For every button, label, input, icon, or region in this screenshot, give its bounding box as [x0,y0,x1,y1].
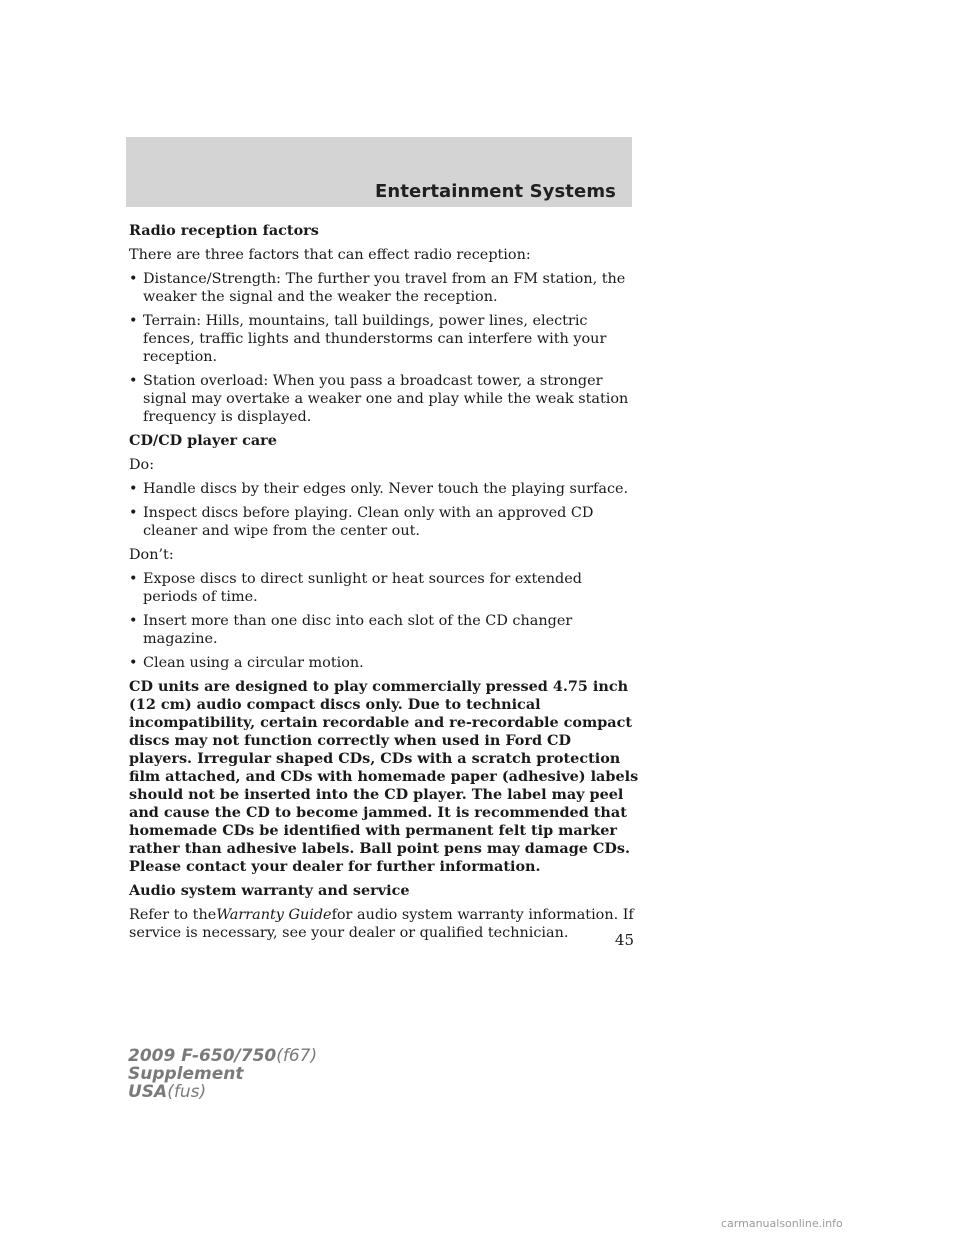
bullet-icon: • [129,571,138,587]
cd-compatibility-notice: CD units are designed to play commercially pressed 4.75 inch (12 cm) audio compact discs only. Due to technical incompatibility, certain recordable and re-recordable compact discs may not function correctly when used in Ford CD players. Irregular shaped CDs, CDs with a scratch protection film attached, and CDs with homemade paper (adhesive) labels should not be inserted into the CD player. The label may peel and cause the CD to become jammed. It is recommended that homemade CDs be identified with permanent felt tip marker rather than adhesive labels. Ball point pens may damage CDs. Please contact your dealer for further information. [129,678,639,875]
heading-cd-care: CD/CD player care [129,432,277,449]
section-header-band [126,137,632,207]
page-number: 45 [614,931,634,949]
document-footer [128,1047,317,1101]
bullet-icon: • [129,481,138,497]
reception-intro: There are three factors that can effect radio reception: [129,247,531,263]
list-item: • Inspect discs before playing. Clean only with an approved CD cleaner and wipe from the center out. [129,505,594,539]
bullet-icon: • [129,313,138,329]
bullet-icon: • [129,373,138,389]
list-item: • Handle discs by their edges only. Never touch the playing surface. [129,481,629,497]
footer-model-line: 2009 F-650/750(f67) [128,1046,318,1066]
bullet-icon: • [129,613,138,629]
dont-label: Don’t: [129,547,174,563]
list-item: • Expose discs to direct sunlight or heat sources for extended periods of time. [129,571,582,605]
footer-doc-type: Supplement [128,1064,244,1084]
list-item: • Clean using a circular motion. [129,655,364,671]
footer-market-line: USA(fus) [128,1082,207,1102]
list-item: • Terrain: Hills, mountains, tall buildings, power lines, electric fences, traffic lights and thunderstorms can interfere with your reception. [129,313,607,365]
heading-warranty: Audio system warranty and service [129,882,410,899]
watermark: carmanualsonline.info [721,1217,843,1230]
list-item: • Insert more than one disc into each slot of the CD changer magazine. [129,613,573,647]
do-label: Do: [129,457,155,473]
bullet-icon: • [129,505,138,521]
page-content [129,222,639,948]
list-item: • Distance/Strength: The further you travel from an FM station, the weaker the signal and the weaker the reception. [129,271,626,305]
bullet-icon: • [129,655,138,671]
list-item: • Station overload: When you pass a broadcast tower, a stronger signal may overtake a weaker one and play while the weak station frequency is displayed. [129,373,629,425]
warranty-guide-title: Warranty Guide [216,907,332,923]
warranty-text: Refer to theWarranty Guidefor audio system warranty information. If service is necessary, see your dealer or qualified technician. [129,907,634,941]
section-title: Entertainment Systems [375,181,616,202]
bullet-icon: • [129,271,138,287]
heading-radio-reception: Radio reception factors [129,222,319,239]
